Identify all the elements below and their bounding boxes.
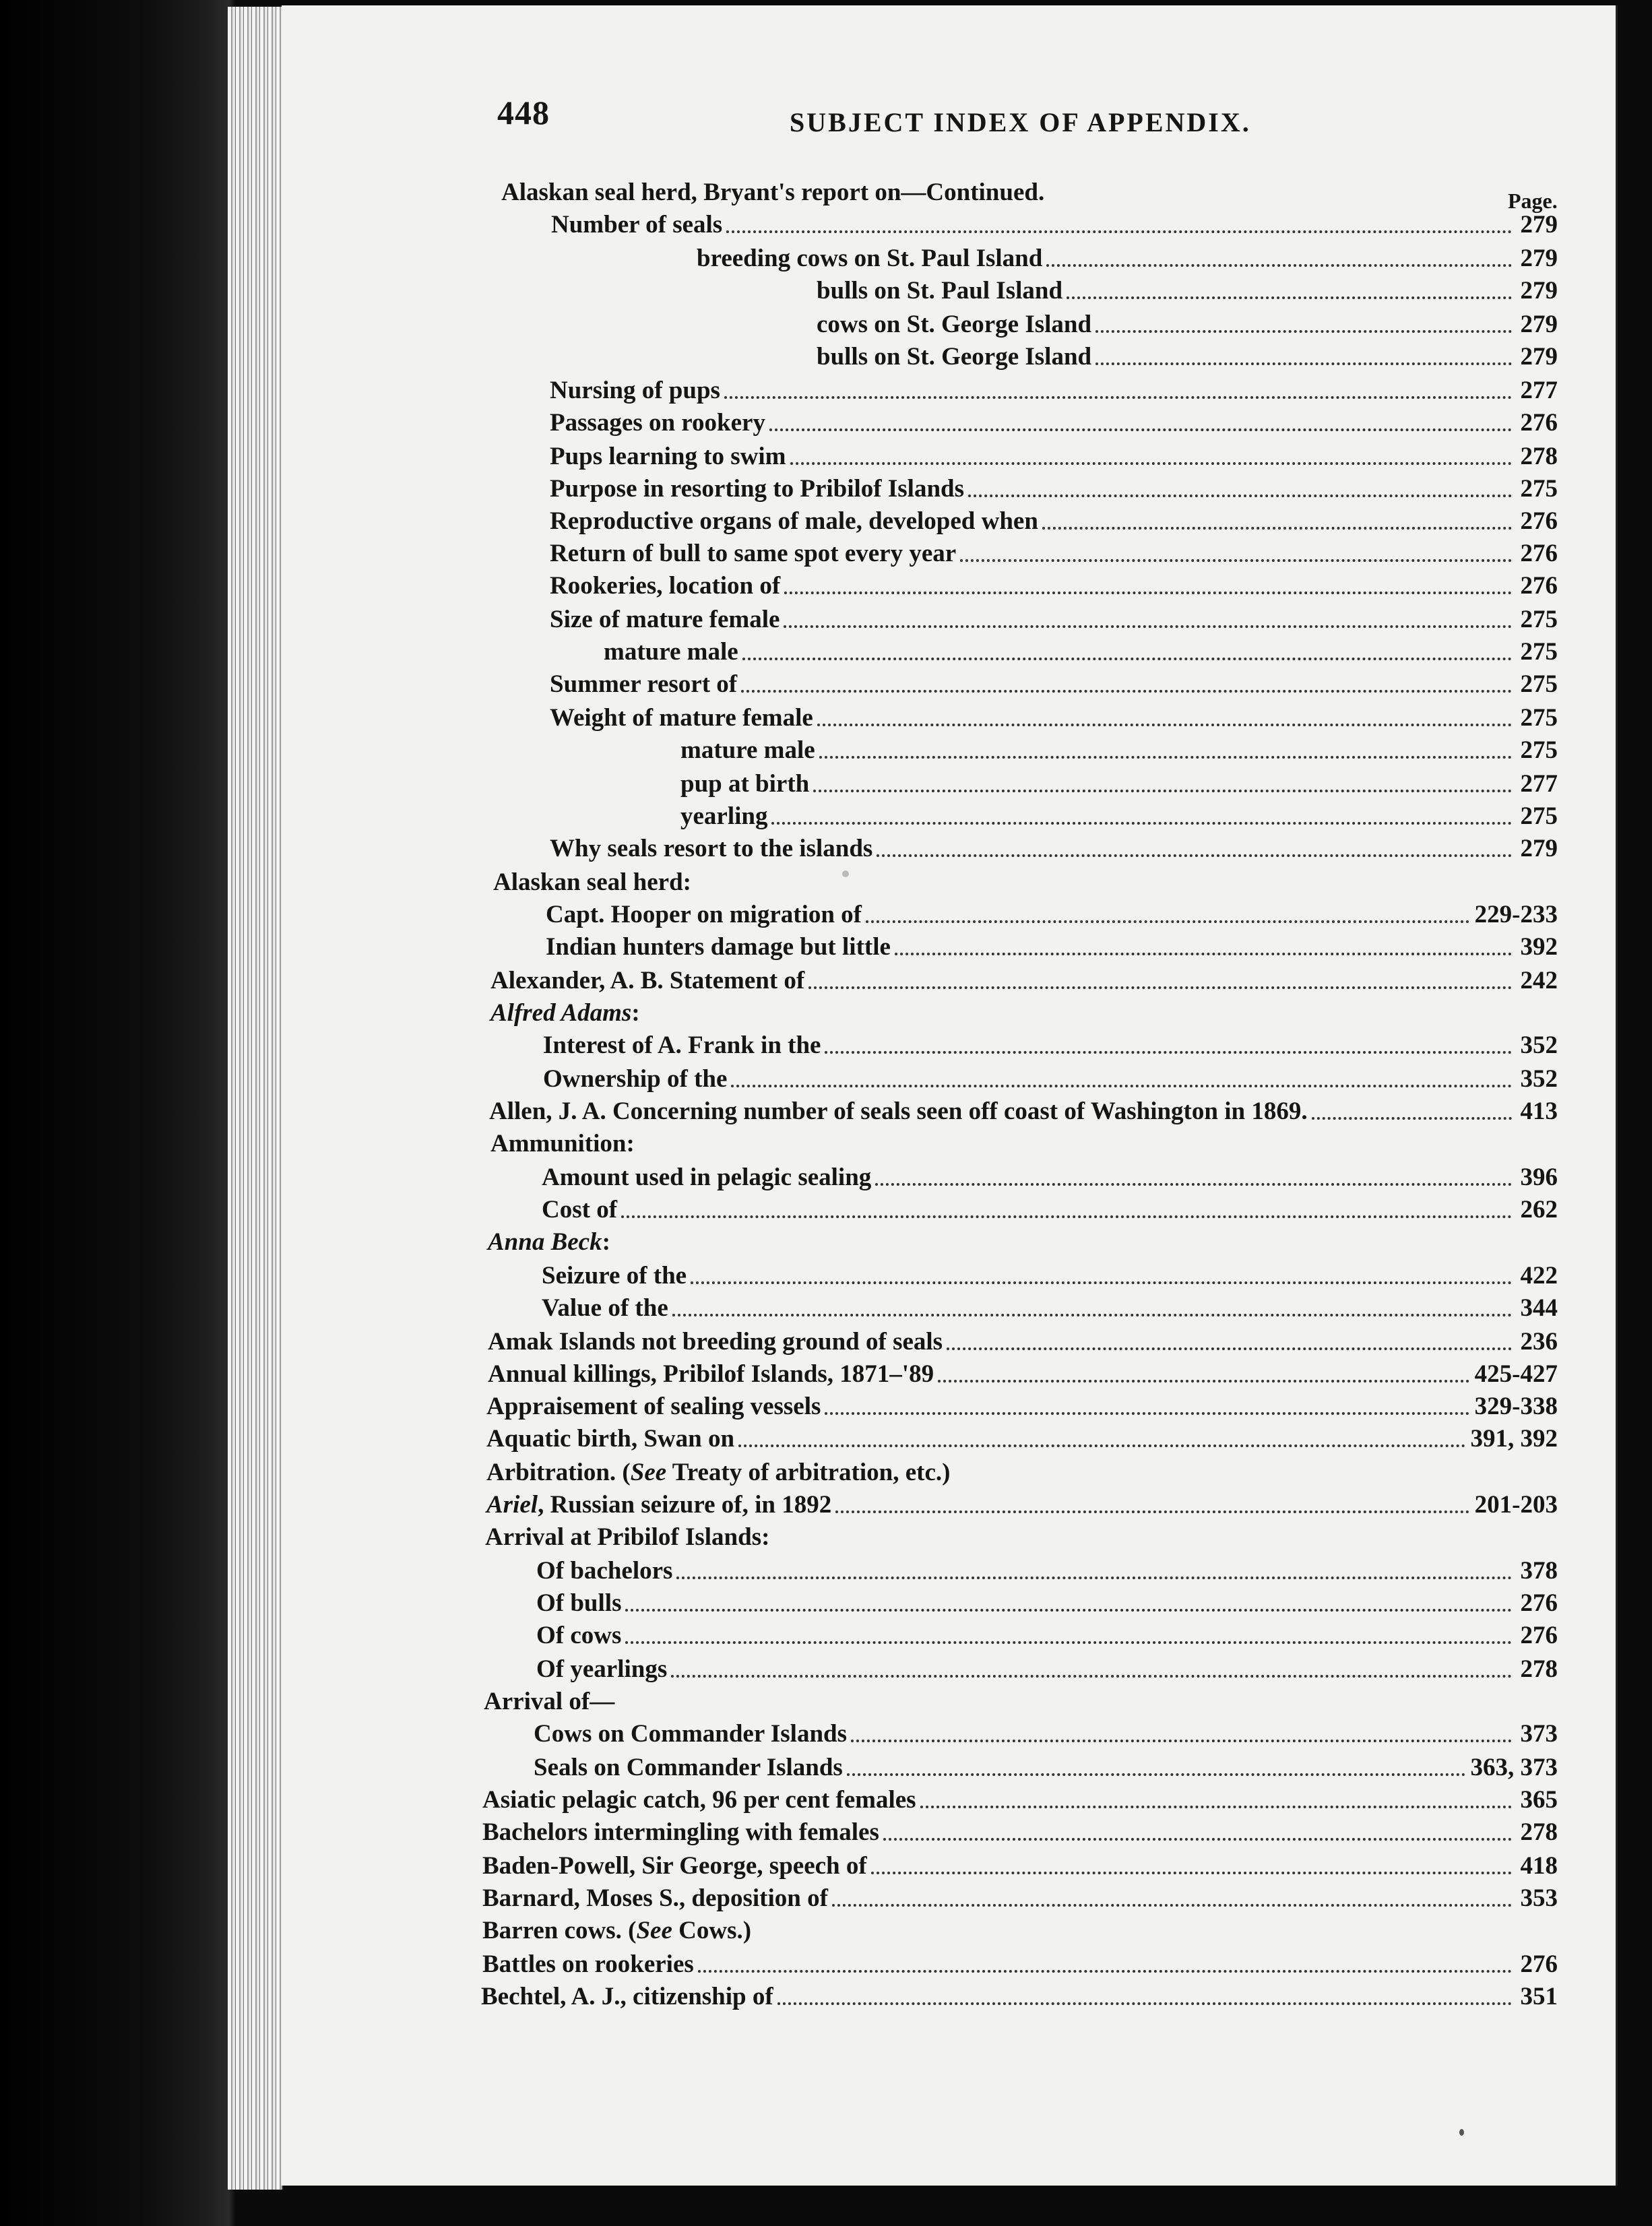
dot-leader xyxy=(960,559,1512,562)
dot-leader xyxy=(968,495,1512,497)
index-term: Baden-Powell, Sir George, speech of xyxy=(482,1852,867,1880)
index-term: Interest of A. Frank in the xyxy=(543,1031,821,1059)
dot-leader xyxy=(726,230,1512,233)
index-page-ref: 277 xyxy=(1520,770,1558,798)
index-entry xyxy=(486,1388,1558,1422)
dot-leader xyxy=(676,1577,1512,1579)
dot-leader xyxy=(698,1970,1512,1973)
dot-leader xyxy=(875,1183,1512,1186)
index-entry xyxy=(534,1749,1558,1783)
index-term: Ammunition: xyxy=(490,1130,635,1157)
index-entry xyxy=(817,306,1558,340)
index-term: Allen, J. A. Concerning number of seals seen off coast of Washington in 1869. xyxy=(489,1098,1308,1125)
dot-leader xyxy=(847,1773,1465,1776)
index-page-ref: 275 xyxy=(1520,704,1558,732)
dot-leader xyxy=(883,1838,1512,1841)
index-term: pup at birth xyxy=(680,770,810,798)
index-entry xyxy=(488,1356,1558,1389)
index-page-ref: 279 xyxy=(1520,277,1558,305)
index-page-ref: 363, 373 xyxy=(1470,1754,1558,1781)
dot-leader xyxy=(920,1806,1512,1808)
index-term: Seals on Commander Islands xyxy=(534,1754,843,1781)
index-page-ref: 276 xyxy=(1520,540,1558,567)
index-entry xyxy=(490,962,1558,996)
dot-leader xyxy=(769,428,1512,431)
index-page-ref: 352 xyxy=(1520,1031,1558,1059)
page-column-label: Page. xyxy=(1508,189,1558,213)
index-entry xyxy=(550,601,1558,635)
dot-leader xyxy=(877,854,1512,857)
index-entry xyxy=(536,1585,1558,1618)
index-term: Aquatic birth, Swan on xyxy=(486,1425,735,1453)
index-entry xyxy=(482,1880,1558,1913)
index-term: mature male xyxy=(680,736,815,764)
dot-leader xyxy=(621,1215,1512,1218)
index-term: Alexander, A. B. Statement of xyxy=(490,967,805,994)
dot-leader xyxy=(947,1347,1512,1350)
index-entry xyxy=(550,567,1558,601)
index-entry xyxy=(485,1519,769,1552)
dot-leader xyxy=(835,1510,1469,1513)
index-page-ref: 276 xyxy=(1520,572,1558,600)
index-entry xyxy=(550,372,1558,406)
index-term: Amak Islands not breeding ground of seals xyxy=(488,1328,943,1356)
index-page-ref: 418 xyxy=(1520,1852,1558,1880)
index-entry xyxy=(680,798,1558,831)
index-term: Size of mature female xyxy=(550,606,780,633)
index-entry xyxy=(550,699,1558,733)
index-page-ref: 352 xyxy=(1520,1065,1558,1093)
dot-leader xyxy=(938,1380,1469,1382)
index-term: Pups learning to swim xyxy=(550,443,786,470)
dot-leader xyxy=(790,462,1512,465)
index-page-ref: 353 xyxy=(1520,1884,1558,1912)
index-entry xyxy=(604,633,1558,667)
dot-leader xyxy=(813,790,1512,792)
index-page-ref: 279 xyxy=(1520,211,1558,238)
index-entry xyxy=(697,240,1558,274)
dust-speck xyxy=(842,870,849,877)
index-term: cows on St. George Island xyxy=(817,311,1092,338)
index-term: Value of the xyxy=(542,1294,668,1322)
dot-leader xyxy=(738,1444,1465,1447)
index-entry xyxy=(482,1847,1558,1881)
index-entry xyxy=(536,1552,1558,1586)
index-entry xyxy=(551,206,1558,240)
index-page-ref: 242 xyxy=(1520,967,1558,994)
index-term: Ownership of the xyxy=(543,1065,728,1093)
index-term: Cows on Commander Islands xyxy=(534,1720,847,1748)
index-term: Why seals resort to the islands xyxy=(550,835,873,862)
index-entry xyxy=(550,535,1558,569)
dot-leader xyxy=(1095,362,1512,365)
index-entry xyxy=(482,1946,1558,1979)
index-page-ref: 276 xyxy=(1520,1622,1558,1649)
index-term: Cost of xyxy=(542,1196,618,1223)
index-entry xyxy=(486,1420,1558,1454)
index-page-ref: 262 xyxy=(1520,1196,1558,1223)
index-entry xyxy=(550,438,1558,472)
index-term: Of cows xyxy=(536,1622,622,1649)
index-entry xyxy=(817,338,1558,372)
dot-leader xyxy=(866,920,1469,923)
index-entry xyxy=(542,1191,1558,1225)
index-term: yearling xyxy=(680,802,768,830)
index-page-ref: 236 xyxy=(1520,1328,1558,1356)
index-entry xyxy=(550,404,1558,438)
index-page-ref: 344 xyxy=(1520,1294,1558,1322)
index-page-ref: 373 xyxy=(1520,1720,1558,1748)
page-number: 448 xyxy=(497,94,550,131)
dot-leader xyxy=(671,1675,1512,1678)
dot-leader xyxy=(825,1412,1469,1415)
index-term: mature male xyxy=(604,638,738,666)
index-entry xyxy=(550,503,1558,536)
index-page-ref: 279 xyxy=(1520,835,1558,862)
index-term: Summer resort of xyxy=(550,670,738,698)
index-page-ref: 279 xyxy=(1520,311,1558,338)
index-term: bulls on St. George Island xyxy=(817,343,1092,371)
index-term: Capt. Hooper on migration of xyxy=(546,901,862,928)
index-page-ref: 201-203 xyxy=(1474,1491,1558,1519)
index-page-ref: 378 xyxy=(1520,1557,1558,1585)
index-entry xyxy=(488,1223,610,1257)
index-term: Alfred Adams: xyxy=(490,999,640,1027)
index-entry xyxy=(542,1290,1558,1323)
index-page-ref: 413 xyxy=(1520,1098,1558,1125)
index-term: Bechtel, A. J., citizenship of xyxy=(481,1983,773,2010)
dot-leader xyxy=(1312,1117,1512,1120)
index-entry xyxy=(550,666,1558,699)
index-entry xyxy=(534,1715,1558,1749)
dot-leader xyxy=(895,953,1512,955)
dust-speck xyxy=(1459,2129,1464,2136)
index-page-ref: 275 xyxy=(1520,638,1558,666)
index-term: Asiatic pelagic catch, 96 per cent females xyxy=(482,1786,916,1814)
dot-leader xyxy=(741,690,1512,693)
dot-leader xyxy=(1042,527,1512,530)
dot-leader xyxy=(784,592,1512,594)
index-term: Of bulls xyxy=(536,1589,622,1617)
index-entry xyxy=(550,830,1558,864)
dot-leader xyxy=(1046,264,1512,267)
index-term: Alaskan seal herd: xyxy=(493,868,691,896)
index-entry xyxy=(484,1683,614,1717)
dot-leader xyxy=(819,756,1512,759)
dot-leader xyxy=(777,2002,1512,2005)
index-term: bulls on St. Paul Island xyxy=(817,277,1063,305)
index-term: Bachelors intermingling with females xyxy=(482,1818,879,1846)
index-term: Barren cows. (See Cows.) xyxy=(482,1917,752,1944)
index-term: Seizure of the xyxy=(542,1262,687,1290)
index-entry xyxy=(546,896,1558,930)
index-term: Number of seals xyxy=(551,211,723,238)
index-page-ref: 277 xyxy=(1520,377,1558,404)
index-term: Annual killings, Pribilof Islands, 1871–'89 xyxy=(488,1360,934,1388)
index-entry xyxy=(486,1454,950,1488)
index-entry xyxy=(680,732,1558,765)
dot-leader xyxy=(851,1740,1512,1742)
index-entry xyxy=(482,1781,1558,1815)
index-term: Arbitration. (See Treaty of arbitration, etc.) xyxy=(486,1459,951,1486)
index-entry xyxy=(817,272,1558,306)
index-page-ref: 278 xyxy=(1520,443,1558,470)
index-term: Passages on rookery xyxy=(550,409,765,437)
dot-leader xyxy=(771,822,1512,825)
index-term: Appraisement of sealing vessels xyxy=(486,1393,821,1420)
index-page-ref: 276 xyxy=(1520,1950,1558,1978)
index-term: Nursing of pups xyxy=(550,377,720,404)
index-entry xyxy=(680,765,1558,799)
index-entry xyxy=(543,1027,1558,1060)
index-page-ref: 278 xyxy=(1520,1655,1558,1683)
dot-leader xyxy=(625,1609,1512,1612)
dot-leader xyxy=(784,625,1512,628)
index-entry xyxy=(490,1125,635,1159)
index-term: Of yearlings xyxy=(536,1655,668,1683)
index-page-ref: 275 xyxy=(1520,670,1558,698)
dot-leader xyxy=(742,658,1512,660)
dot-leader xyxy=(1067,296,1512,299)
index-term: Anna Beck: xyxy=(488,1228,610,1256)
index-term: Amount used in pelagic sealing xyxy=(542,1164,872,1191)
index-page-ref: 351 xyxy=(1520,1983,1558,2010)
index-term: Reproductive organs of male, developed when xyxy=(550,507,1038,535)
index-entry xyxy=(490,994,640,1028)
index-page-ref: 275 xyxy=(1520,606,1558,633)
index-term: Arrival at Pribilof Islands: xyxy=(485,1523,770,1551)
dot-leader xyxy=(691,1281,1512,1284)
dot-leader xyxy=(808,986,1512,989)
index-page-ref: 276 xyxy=(1520,1589,1558,1617)
index-entry xyxy=(501,174,1044,208)
dot-leader xyxy=(672,1314,1512,1316)
index-term: Ariel, Russian seizure of, in 1892 xyxy=(486,1491,832,1519)
index-entry xyxy=(536,1617,1558,1651)
dot-leader xyxy=(1095,330,1512,333)
index-page-ref: 396 xyxy=(1520,1164,1558,1191)
index-entry xyxy=(542,1159,1558,1192)
index-page-ref: 276 xyxy=(1520,507,1558,535)
dot-leader xyxy=(832,1904,1512,1907)
index-entry xyxy=(481,1978,1558,2012)
index-page-ref: 392 xyxy=(1520,933,1558,961)
index-page-ref: 276 xyxy=(1520,409,1558,437)
index-term: Indian hunters damage but little xyxy=(546,933,891,961)
index-page-ref: 279 xyxy=(1520,343,1558,371)
dot-leader xyxy=(724,396,1512,399)
index-entry xyxy=(543,1060,1558,1094)
index-entry xyxy=(482,1814,1558,1847)
dot-leader xyxy=(825,1051,1512,1054)
index-page-ref: 278 xyxy=(1520,1818,1558,1846)
dot-leader xyxy=(817,724,1512,726)
index-term: Arrival of— xyxy=(484,1688,615,1715)
index-entry xyxy=(542,1257,1558,1291)
index-term: Of bachelors xyxy=(536,1557,673,1585)
index-entry xyxy=(488,1323,1558,1357)
index-entry xyxy=(493,864,691,897)
index-term: Return of bull to same spot every year xyxy=(550,540,957,567)
index-term: Barnard, Moses S., deposition of xyxy=(482,1884,828,1912)
index-page-ref: 279 xyxy=(1520,245,1558,272)
index-term: breeding cows on St. Paul Island xyxy=(697,245,1043,272)
index-entry xyxy=(489,1093,1558,1126)
index-entry xyxy=(536,1651,1558,1684)
index-entry xyxy=(550,470,1558,504)
index-page-ref: 275 xyxy=(1520,475,1558,503)
index-term: Battles on rookeries xyxy=(482,1950,694,1978)
index-entry xyxy=(546,928,1558,962)
index-term: Rookeries, location of xyxy=(550,572,781,600)
running-head: SUBJECT INDEX OF APPENDIX. xyxy=(790,107,1251,137)
index-term: Alaskan seal herd, Bryant's report on—Continued. xyxy=(501,179,1045,206)
index-page-ref: 329-338 xyxy=(1474,1393,1558,1420)
dot-leader xyxy=(871,1872,1512,1874)
index-page-ref: 365 xyxy=(1520,1786,1558,1814)
index-term: Purpose in resorting to Pribilof Islands xyxy=(550,475,964,503)
dot-leader xyxy=(625,1641,1512,1644)
index-entry xyxy=(486,1486,1558,1520)
index-page-ref: 391, 392 xyxy=(1470,1425,1558,1453)
index-entry xyxy=(482,1912,751,1946)
index-page-ref: 229-233 xyxy=(1474,901,1558,928)
index-page-ref: 422 xyxy=(1520,1262,1558,1290)
index-page-ref: 275 xyxy=(1520,802,1558,830)
index-page-ref: 275 xyxy=(1520,736,1558,764)
index-page-ref: 425-427 xyxy=(1474,1360,1558,1388)
index-term: Weight of mature female xyxy=(550,704,813,732)
dot-leader xyxy=(731,1085,1512,1087)
